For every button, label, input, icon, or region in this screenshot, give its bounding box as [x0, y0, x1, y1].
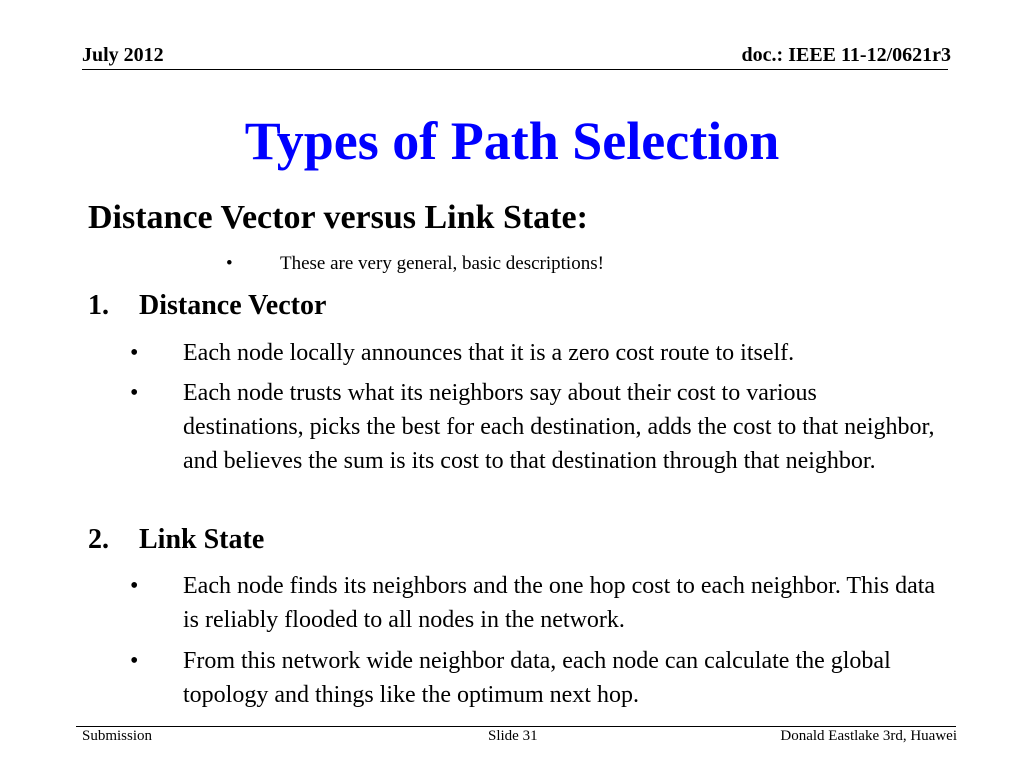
header-doc-id: doc.: IEEE 11-12/0621r3: [741, 44, 951, 66]
footer-submission: Submission: [82, 728, 153, 744]
slide-title: Types of Path Selection: [244, 111, 780, 171]
bullet-dot: •: [130, 340, 139, 366]
section-label: Distance Vector: [139, 290, 327, 321]
bullet-text: Each node finds its neighbors and the one hop cost to each neighbor. This data is reliably flooded to all nodes in the network.: [183, 573, 936, 633]
bullet-text: From this network wide neighbor data, each node can calculate the global topology and things like the optimum next hop.: [183, 648, 891, 708]
footer-slide-number: Slide 31: [488, 728, 538, 744]
bullet-text: Each node trusts what its neighbors say about their cost to various destinations, picks the best for each destination, adds the cost to that neighbor, and believes the sum is its cost to that destination through that neighbor.: [183, 380, 935, 474]
header-date: July 2012: [82, 44, 164, 66]
header-rule: [82, 69, 948, 70]
bullet-dot: •: [130, 380, 139, 406]
note-text: These are very general, basic descriptions!: [280, 253, 604, 274]
slide-subtitle: Distance Vector versus Link State:: [88, 199, 588, 236]
bullet-dot: •: [130, 573, 139, 599]
footer-author: Donald Eastlake 3rd, Huawei: [780, 728, 957, 744]
section-label: Link State: [139, 524, 265, 555]
section-number: 2.: [88, 524, 109, 555]
bullet-dot: •: [226, 253, 233, 274]
bullet-dot: •: [130, 648, 139, 674]
bullet-text: Each node locally announces that it is a zero cost route to itself.: [183, 340, 795, 366]
section-number: 1.: [88, 290, 109, 321]
footer-rule: [76, 726, 956, 727]
